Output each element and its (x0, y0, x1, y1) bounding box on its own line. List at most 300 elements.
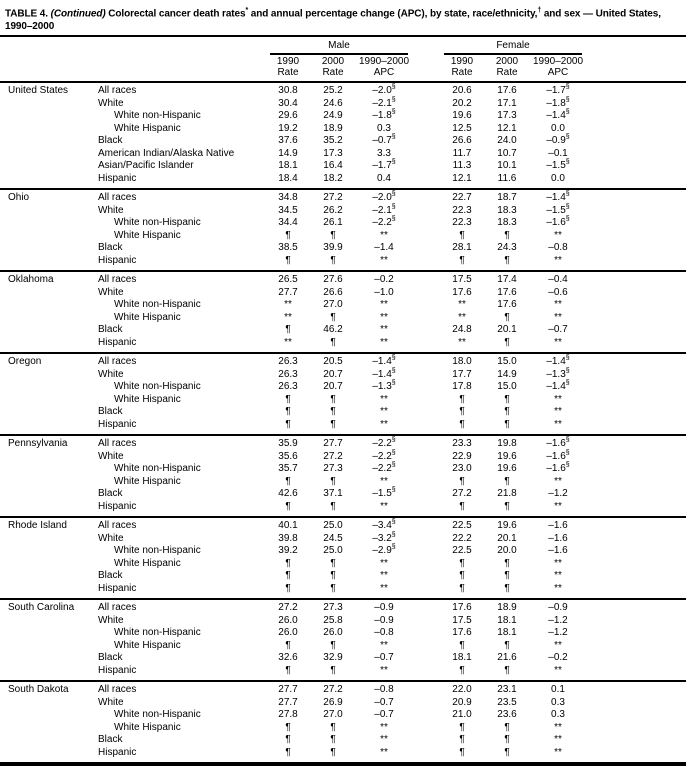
cell-male-1990-rate: ¶ (285, 500, 291, 512)
race-label: Hispanic (98, 664, 137, 676)
col-header-year: 2000 (495, 55, 519, 67)
table-row (0, 369, 686, 382)
column-gap (412, 230, 440, 243)
table-row (0, 558, 686, 571)
table-row (0, 217, 686, 230)
race-label: White non-Hispanic (114, 110, 201, 122)
table-row (0, 640, 686, 653)
race-label: White Hispanic (114, 557, 181, 569)
cell-male-apc: –0.9 (374, 602, 394, 614)
table-row (0, 299, 686, 312)
race-label: White Hispanic (114, 475, 181, 487)
cell-female-apc: –1.6§ (546, 216, 570, 229)
state-label (8, 709, 98, 722)
race-label: All races (98, 602, 137, 614)
cell-female-1990-rate: ¶ (459, 557, 465, 569)
race-label: White non-Hispanic (114, 627, 201, 639)
cell-male-apc: ** (380, 475, 388, 487)
cell-male-1990-rate: 35.9 (278, 438, 298, 450)
footnote-marker-section: § (391, 487, 396, 494)
cell-female-apc: –1.4§ (546, 109, 570, 122)
cell-male-2000-rate: 27.3 (323, 602, 343, 614)
state-label (8, 205, 98, 218)
column-group-male-label: Male (328, 40, 350, 52)
table-row (0, 665, 686, 678)
table-row (0, 394, 686, 407)
cell-female-2000-rate: 17.3 (497, 110, 517, 122)
cell-female-2000-rate: 21.8 (497, 488, 517, 500)
column-gap (412, 255, 440, 268)
race-label: White non-Hispanic (114, 463, 201, 475)
cell-male-apc: ** (380, 311, 388, 323)
cell-female-1990-rate: 23.0 (452, 463, 472, 475)
col-header-male-2000-rate (310, 56, 356, 78)
race-label: All races (98, 274, 137, 286)
cell-male-1990-rate: 39.2 (278, 545, 298, 557)
race-label: White non-Hispanic (114, 709, 201, 721)
race-label: White (98, 97, 124, 109)
cell-male-2000-rate: 24.6 (323, 97, 343, 109)
column-gap (412, 602, 440, 615)
cell-male-2000-rate: 27.0 (323, 709, 343, 721)
col-header-female-2000-rate (484, 56, 530, 78)
cell-male-2000-rate: 27.2 (323, 192, 343, 204)
cell-female-apc: –1.6§ (546, 437, 570, 450)
column-gap (412, 192, 440, 205)
cell-male-2000-rate: 26.6 (323, 286, 343, 298)
table-row (0, 438, 686, 451)
column-gap (412, 545, 440, 558)
cell-male-apc: ** (380, 324, 388, 336)
state-label: South Dakota (8, 684, 69, 696)
state-label: United States (8, 85, 69, 97)
cell-male-1990-rate: 34.8 (278, 192, 298, 204)
cell-male-2000-rate: 46.2 (323, 324, 343, 336)
cell-female-2000-rate: ¶ (504, 254, 510, 266)
cell-female-apc: ** (554, 393, 562, 405)
cell-female-apc: ** (554, 418, 562, 430)
cell-female-apc: –1.4§ (546, 380, 570, 393)
cell-male-apc: –2.2§ (372, 216, 396, 229)
state-label (8, 406, 98, 419)
cell-male-2000-rate: 26.2 (323, 204, 343, 216)
state-label (8, 369, 98, 382)
col-header-year: 2000 (321, 55, 345, 67)
footnote-marker-section: § (565, 203, 570, 211)
table-row (0, 722, 686, 735)
cell-male-2000-rate: ¶ (330, 475, 336, 487)
table-body (0, 83, 686, 762)
cell-female-apc: –0.9§ (546, 134, 570, 147)
cell-female-2000-rate: 20.1 (497, 532, 517, 544)
column-gap (412, 419, 440, 432)
cell-male-2000-rate: 24.5 (323, 532, 343, 544)
cell-female-apc: ** (554, 639, 562, 651)
race-label: Hispanic (98, 418, 137, 430)
cell-male-apc: –1.0 (374, 286, 394, 298)
column-gap (412, 438, 440, 451)
cell-male-apc: –1.7§ (372, 159, 396, 172)
cell-female-2000-rate: 11.6 (497, 172, 517, 184)
column-gap (412, 558, 440, 571)
column-group-female (440, 40, 586, 55)
table-row (0, 627, 686, 640)
cell-male-1990-rate: 39.8 (278, 532, 298, 544)
table-header (0, 37, 686, 83)
cell-female-2000-rate: ¶ (504, 311, 510, 323)
cell-male-1990-rate: 34.5 (278, 204, 298, 216)
state-label (8, 747, 98, 760)
column-gap (412, 709, 440, 722)
race-label: Black (98, 570, 123, 582)
cell-female-apc: –0.4 (548, 274, 568, 286)
race-label: Black (98, 242, 123, 254)
column-gap (412, 337, 440, 350)
table-row (0, 476, 686, 489)
col-header-apc: APC (373, 66, 395, 78)
cell-male-1990-rate: 27.7 (278, 696, 298, 708)
race-label: White Hispanic (114, 122, 181, 134)
state-label (8, 287, 98, 300)
table-row (0, 583, 686, 596)
cell-female-1990-rate: 22.5 (452, 545, 472, 557)
cell-male-apc: –2.2§ (372, 437, 396, 450)
cell-male-2000-rate: ¶ (330, 229, 336, 241)
state-group (0, 272, 686, 354)
column-gap (412, 583, 440, 596)
race-label: All races (98, 356, 137, 368)
footnote-marker-section: § (565, 437, 570, 444)
footnote-marker-section: § (565, 380, 570, 387)
cell-male-apc: ** (380, 418, 388, 430)
state-label (8, 665, 98, 678)
state-label (8, 230, 98, 243)
cell-male-1990-rate: 26.3 (278, 356, 298, 368)
table-row (0, 255, 686, 268)
footnote-marker-section: § (391, 367, 396, 375)
footnote-marker-section: § (391, 203, 396, 211)
race-label: All races (98, 192, 137, 204)
cell-male-apc: –3.2§ (372, 531, 396, 544)
column-gap (412, 533, 440, 546)
race-label: Hispanic (98, 254, 137, 266)
cell-male-apc: –2.0§ (372, 84, 396, 97)
footnote-marker-section: § (391, 216, 396, 223)
table-row (0, 274, 686, 287)
column-gap (412, 615, 440, 628)
state-label: Rhode Island (8, 520, 67, 532)
column-gap (412, 501, 440, 514)
cell-female-apc: –1.5§ (546, 203, 570, 216)
footnote-marker-section: § (391, 355, 396, 362)
footnote-marker-section: § (565, 159, 570, 166)
cell-female-apc: –1.7§ (546, 84, 570, 97)
cell-female-2000-rate: ¶ (504, 582, 510, 594)
cell-male-2000-rate: 27.7 (323, 438, 343, 450)
col-header-year: 1990 (450, 55, 474, 67)
column-gap (412, 406, 440, 419)
cell-male-2000-rate: 25.0 (323, 520, 343, 532)
cell-female-2000-rate: 19.6 (497, 463, 517, 475)
column-gap (412, 652, 440, 665)
table-row (0, 463, 686, 476)
cell-female-apc: ** (554, 229, 562, 241)
cell-male-2000-rate: ¶ (330, 418, 336, 430)
cell-female-2000-rate: 18.3 (497, 217, 517, 229)
title-text-1: Colorectal cancer death rates (108, 8, 246, 20)
state-label: Pennsylvania (8, 438, 68, 450)
cell-male-1990-rate: ¶ (285, 557, 291, 569)
column-gap (412, 697, 440, 710)
footnote-marker-section: § (565, 449, 570, 457)
cell-male-apc: ** (380, 393, 388, 405)
cell-female-apc: –1.6§ (546, 462, 570, 475)
table-row (0, 520, 686, 533)
cell-female-apc: –1.8§ (546, 96, 570, 109)
column-gap (412, 242, 440, 255)
table-row (0, 85, 686, 98)
column-gap (412, 451, 440, 464)
cell-male-apc: ** (380, 746, 388, 758)
footnote-marker-section: § (565, 96, 570, 104)
table-row (0, 488, 686, 501)
cell-male-2000-rate: ¶ (330, 570, 336, 582)
state-label (8, 394, 98, 407)
cell-female-1990-rate: ¶ (459, 254, 465, 266)
cell-male-apc: ** (380, 570, 388, 582)
cell-female-1990-rate: ¶ (459, 406, 465, 418)
state-label (8, 697, 98, 710)
cell-male-apc: –2.1§ (372, 96, 396, 109)
footnote-marker-section: § (565, 134, 570, 141)
cell-female-2000-rate: 17.6 (497, 299, 517, 311)
cell-female-1990-rate: ¶ (459, 570, 465, 582)
cell-female-apc: ** (554, 582, 562, 594)
column-gap (412, 312, 440, 325)
cell-male-apc: –0.7 (374, 696, 394, 708)
cell-male-apc: ** (380, 734, 388, 746)
column-gap (412, 684, 440, 697)
race-label: White non-Hispanic (114, 299, 201, 311)
cell-female-1990-rate: 21.0 (452, 709, 472, 721)
cell-female-2000-rate: ¶ (504, 570, 510, 582)
state-label (8, 583, 98, 596)
cell-male-2000-rate: 24.9 (323, 110, 343, 122)
cell-female-2000-rate: 21.6 (497, 652, 517, 664)
cell-female-1990-rate: ¶ (459, 582, 465, 594)
state-label (8, 255, 98, 268)
cell-female-apc: ** (554, 721, 562, 733)
cell-male-1990-rate: 29.6 (278, 110, 298, 122)
race-label: Asian/Pacific Islander (98, 160, 194, 172)
cell-male-2000-rate: ¶ (330, 582, 336, 594)
cell-male-1990-rate: 35.7 (278, 463, 298, 475)
male-group-rule (270, 53, 408, 55)
column-group-female-label: Female (496, 40, 530, 52)
cell-male-apc: –0.7 (374, 652, 394, 664)
cell-male-apc: ** (380, 406, 388, 418)
cell-female-apc: 0.0 (551, 122, 565, 134)
title-text-2: and annual percentage change (APC), by state, race/ethnicity, (250, 8, 538, 20)
cell-male-1990-rate: 32.6 (278, 652, 298, 664)
cell-male-1990-rate: 35.6 (278, 450, 298, 462)
cell-male-1990-rate: ¶ (285, 639, 291, 651)
footnote-marker-section: § (391, 159, 396, 166)
cell-female-2000-rate: 17.4 (497, 274, 517, 286)
table-row (0, 684, 686, 697)
state-group (0, 83, 686, 190)
cell-female-1990-rate: 28.1 (452, 242, 472, 254)
cell-male-2000-rate: ¶ (330, 734, 336, 746)
footnote-marker-section: § (391, 449, 396, 457)
state-label (8, 160, 98, 173)
footnote-marker-dagger: † (537, 7, 542, 14)
col-header-range: 1990–2000 (532, 55, 584, 67)
state-label (8, 337, 98, 350)
footnote-marker-section: § (391, 544, 396, 551)
column-gap (412, 747, 440, 760)
cell-male-2000-rate: 37.1 (323, 488, 343, 500)
cell-female-1990-rate: 20.9 (452, 696, 472, 708)
state-label (8, 135, 98, 148)
cell-male-2000-rate: 27.2 (323, 684, 343, 696)
column-gap (412, 123, 440, 136)
footnote-marker-asterisk: * (245, 7, 249, 14)
cell-male-2000-rate: ¶ (330, 406, 336, 418)
cell-male-1990-rate: ¶ (285, 229, 291, 241)
cell-male-apc: –2.9§ (372, 544, 396, 557)
cell-male-2000-rate: ¶ (330, 336, 336, 348)
cell-female-1990-rate: ¶ (459, 418, 465, 430)
cell-male-apc: ** (380, 639, 388, 651)
cell-male-2000-rate: 26.0 (323, 627, 343, 639)
column-gap (412, 324, 440, 337)
col-header-rate: Rate (322, 66, 344, 78)
cell-female-2000-rate: ¶ (504, 734, 510, 746)
cell-male-apc: –1.3§ (372, 380, 396, 393)
column-gap (412, 488, 440, 501)
cell-female-apc: 0.1 (551, 684, 565, 696)
state-label (8, 217, 98, 230)
cell-female-apc: ** (554, 557, 562, 569)
cell-male-2000-rate: 20.7 (323, 381, 343, 393)
footnote-marker-section: § (565, 462, 570, 469)
race-label: Black (98, 488, 123, 500)
cell-male-apc: –0.9 (374, 614, 394, 626)
cell-male-1990-rate: 38.5 (278, 242, 298, 254)
cell-female-apc: –0.8 (548, 242, 568, 254)
cell-male-1990-rate: ¶ (285, 475, 291, 487)
state-label (8, 734, 98, 747)
cell-male-apc: ** (380, 721, 388, 733)
cell-male-2000-rate: 39.9 (323, 242, 343, 254)
footnote-marker-section: § (565, 355, 570, 362)
table-row (0, 135, 686, 148)
table-row (0, 337, 686, 350)
cell-male-1990-rate: ¶ (285, 664, 291, 676)
race-label: White Hispanic (114, 229, 181, 241)
race-label: White Hispanic (114, 639, 181, 651)
table-row (0, 230, 686, 243)
cell-female-2000-rate: ¶ (504, 557, 510, 569)
cell-female-2000-rate: ¶ (504, 664, 510, 676)
cell-female-2000-rate: 23.1 (497, 684, 517, 696)
cell-male-1990-rate: 40.1 (278, 520, 298, 532)
col-header-apc: APC (547, 66, 569, 78)
cell-female-1990-rate: ¶ (459, 721, 465, 733)
cell-male-1990-rate: 26.3 (278, 368, 298, 380)
race-label: All races (98, 85, 137, 97)
table-row (0, 148, 686, 161)
cell-male-1990-rate: ¶ (285, 406, 291, 418)
cell-female-1990-rate: 12.1 (452, 172, 472, 184)
race-label: White non-Hispanic (114, 545, 201, 557)
cell-female-1990-rate: ** (458, 336, 466, 348)
cell-male-apc: ** (380, 557, 388, 569)
state-label (8, 533, 98, 546)
state-label (8, 722, 98, 735)
cell-male-apc: ** (380, 336, 388, 348)
cell-male-2000-rate: 27.6 (323, 274, 343, 286)
cell-male-2000-rate: 27.3 (323, 463, 343, 475)
cell-female-2000-rate: ¶ (504, 336, 510, 348)
state-label: South Carolina (8, 602, 75, 614)
cell-female-2000-rate: 17.1 (497, 97, 517, 109)
table-row (0, 98, 686, 111)
table-row (0, 324, 686, 337)
cell-female-1990-rate: 22.7 (452, 192, 472, 204)
column-gap (412, 173, 440, 186)
cell-male-2000-rate: ¶ (330, 721, 336, 733)
cell-female-apc: ** (554, 299, 562, 311)
cell-female-1990-rate: 22.3 (452, 217, 472, 229)
footnote-marker-section: § (391, 519, 396, 526)
cell-male-2000-rate: 27.2 (323, 450, 343, 462)
state-label (8, 299, 98, 312)
table-row (0, 242, 686, 255)
race-label: White non-Hispanic (114, 217, 201, 229)
race-label: White (98, 532, 124, 544)
cell-female-1990-rate: 27.2 (452, 488, 472, 500)
cell-male-apc: ** (380, 229, 388, 241)
cell-female-2000-rate: 24.0 (497, 135, 517, 147)
table-row (0, 419, 686, 432)
cell-female-1990-rate: ¶ (459, 734, 465, 746)
cell-female-1990-rate: 24.8 (452, 324, 472, 336)
state-label (8, 324, 98, 337)
race-label: White (98, 450, 124, 462)
cell-male-2000-rate: ¶ (330, 254, 336, 266)
cell-female-1990-rate: ¶ (459, 664, 465, 676)
state-label (8, 640, 98, 653)
table-row (0, 356, 686, 369)
cell-male-apc: ** (380, 664, 388, 676)
cell-male-2000-rate: 17.3 (323, 147, 343, 159)
cell-female-1990-rate: ¶ (459, 393, 465, 405)
col-header-range: 1990–2000 (358, 55, 410, 67)
cell-male-2000-rate: ¶ (330, 639, 336, 651)
cell-male-1990-rate: ¶ (285, 734, 291, 746)
cell-male-apc: –2.1§ (372, 203, 396, 216)
cell-male-1990-rate: 26.3 (278, 381, 298, 393)
cell-female-1990-rate: 17.6 (452, 602, 472, 614)
cell-female-apc: –0.2 (548, 652, 568, 664)
cell-male-1990-rate: ¶ (285, 324, 291, 336)
cell-female-1990-rate: 17.6 (452, 627, 472, 639)
footnote-marker-section: § (565, 84, 570, 91)
state-label (8, 419, 98, 432)
column-gap (412, 110, 440, 123)
